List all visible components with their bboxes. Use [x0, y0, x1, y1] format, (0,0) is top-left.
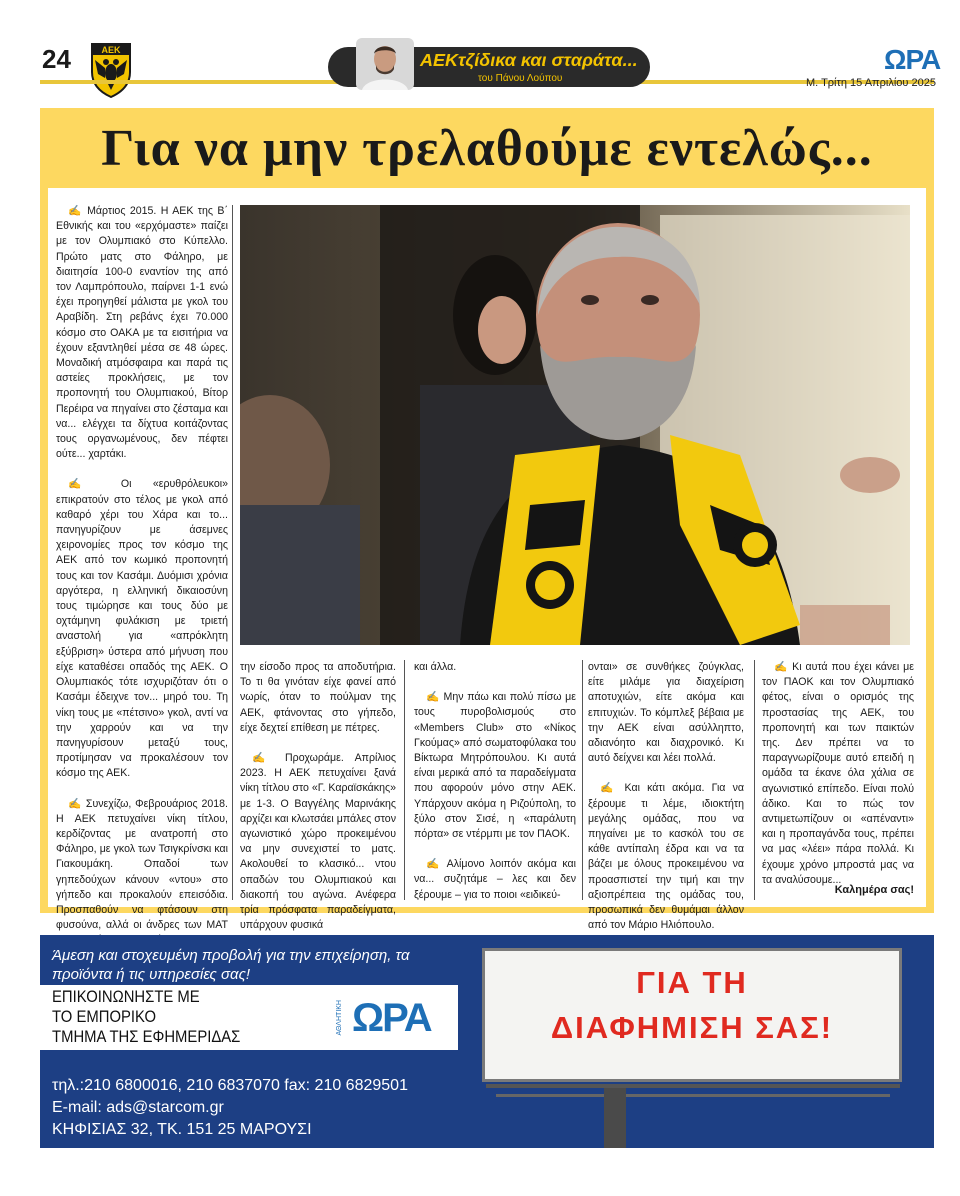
publication-date: Μ. Τρίτη 15 Απριλίου 2025	[806, 77, 936, 89]
pen-icon: ✍	[68, 797, 86, 810]
crest-letters: ΑΕΚ	[101, 45, 121, 55]
ad-phone: τηλ.:210 6800016, 210 6837070 fax: 210 6829501	[52, 1077, 408, 1094]
pen-icon: ✍	[600, 782, 625, 795]
ad-email: E-mail: ads@starcom.gr	[52, 1099, 224, 1116]
article-column-4	[588, 660, 744, 948]
paragraph: Οι «ερυθρόλευκοι» επικρατούν στο τέλος με γκολ από καθαρό χέρι του Χάρα και το... πανηγυρίζουν με άσεμνες χειρονομίες προς τον κόσμο της ΑΕΚ από τον κωμικό προπονητή τους και τον Κασάμι. Δυόμισι χρόνια αργότερα, η ελληνική δικαιοσύνη τους τιμώρησε και τους δύο με οχτάμηνη φυλάκιση με τριετή αναστολή για «απρόκλητη εξύβριση» ύστερα από μήνυση που είχε καταθέσει οπαδός της ΑΕΚ. Ο Ολυμπιακός τότε ισχυριζόταν ότι ο Κασάμι έδειχνε τον... μηρό του. Τη νίκη τους με «πέτσινο» γκολ, αντί να την χαρρούν και να την πανηγυρίσουν μεταξύ τους, προτίμησαν να προκαλέσουν τον κόσμο της ΑΕΚ.	[56, 478, 228, 780]
newspaper-logo: ΩΡΑ	[884, 44, 941, 75]
billboard-post	[604, 1088, 626, 1148]
billboard-rail	[486, 1084, 900, 1088]
paragraph: Κι αυτά που έχει κάνει με τον ΠΑΟΚ και τον Ολυμπιακό φέτος, είναι ο ορισμός της προστασίας της ΑΕΚ, του προπονητή και των παικτών της. Δεν πρέπει να το παραγνωρίζουμε αυτό επειδή η ομάδα τα έκανε όλα χάλια σε αγωνιστικό επίπεδο. Είναι πολύ άδικο. Και το πώς τον αντιμετωπίζουν οι «απέναντι» και η προπαγάνδα τους, πρέπει να μας «λέει» πάρα πολλά. Κι έχουμε χρόνο μπροστά μας να τα αναλύσουμε...	[762, 661, 914, 886]
article-column-2	[240, 660, 396, 948]
paragraph: Και κάτι ακόμα. Για να ξέρουμε τι λέμε, ιδιοκτήτη μεγάλης ομάδας, που να πηγαίνει με το κασκόλ του σε κάθε αντίπαλη έδρα και να τα βάζει με όλους προκειμένου να προασπιστεί την τιμή και την αξιοπρέπεια της ομάδας του, προσωπικά δεν θυμάμαι άλλον από τον Μάριο Ηλιόπουλο.	[588, 782, 745, 932]
aek-crest-icon	[88, 40, 134, 98]
article-column-1	[56, 204, 228, 964]
ad-tagline: Άμεση και στοχευμένη προβολή για την επιχείρηση, τα προϊόντα ή τις υπηρεσίες σας!	[52, 947, 410, 983]
column-divider	[754, 660, 755, 900]
billboard-rail	[496, 1094, 890, 1097]
article-column-5	[762, 660, 914, 903]
sign-off: Καλημέρα σας!	[834, 884, 914, 896]
paragraph: και άλλα.	[414, 661, 457, 673]
paragraph: Συνεχίζω, Φεβρουάριος 2018. Η ΑΕΚ πετυχαίνει νίκη τίτλου, κερδίζοντας με ανατροπή στο Φάληρο, με γκολ των Τσιγκρίνσκι και Γιακουμάκη. Οπαδοί των γηπεδούχων κάνουν «ντου» στο γήπεδο και προκαλούν επεισόδια. Προσπαθούν να φτάσουν στη φυσούνα, αλλά οι άνδρες των ΜΑΤ	[56, 797, 228, 932]
pen-icon: ✍	[426, 691, 444, 704]
billboard-text	[482, 960, 902, 1050]
paragraph: την είσοδο προς τα αποδυτήρια. Το τι θα γινόταν είχε φανεί από νωρίς, όταν το πούλμαν της ΑΕΚ, φτάνοντας στο γήπεδο, είχε δεχτεί επίθεση με πέτρες.	[240, 661, 396, 734]
paragraph: Προχωράμε. Απρίλιος 2023. Η ΑΕΚ πετυχαίνει ξανά νίκη τίτλου στο «Γ. Καραϊσκάκης» με 1-3. Ο Βαγγέλης Μαρινάκης αρχίζει και κλωτσάει μπάλες στον αγωνιστικό χώρο προκειμένου να μην συνεχιστεί το ματς. Ακολουθεί το κλασικό... ντου οπαδών του Ολυμπιακού και διακοπή του αγώνα. Ανέφερα τρία πρόσφατα παραδείγματα, υπάρχουν φυσικά	[240, 752, 396, 932]
paragraph: ονται» σε συνθήκες ζούγκλας, είτε μιλάμε για διαχείριση αποτυχιών, είτε ακόμα και επιτυχιών. Το κόμπλεξ βέβαια με την ΑΕΚ είναι ασύλληπτο, αδιανόητο και διαχρονικό. Κι αυτό δείχνει και λέει πολλά.	[588, 661, 744, 765]
ad-contact-info	[52, 1075, 408, 1141]
pen-icon: ✍	[68, 205, 88, 217]
paragraph: Μην πάω και πολύ πίσω με τους πυροβολισμούς στο «Members Club» στο «Νίκος Γκούμας» από σωματοφύλακα του Βίκτωρα Μητρόπουλου. Κι αυτά είναι μερικά από τα παραδείγματα που αφορούν μόνο στην ΑΕΚ. Υπάρχουν ακόμα η Ριζούπολη, το ξύλο στον Σισέ, η «παράλυτη πόρτα» σε ντέρμπι με τον ΠΑΟΚ.	[414, 691, 576, 841]
ad-address: ΚΗΦΙΣΙΑΣ 32, ΤΚ. 151 25 ΜΑΡΟΥΣΙ	[52, 1121, 312, 1138]
article-column-3	[414, 660, 576, 918]
pen-icon: ✍	[68, 478, 121, 491]
ad-logo: ΩΡΑ	[352, 996, 431, 1040]
column-divider	[582, 660, 583, 900]
columnist-photo	[356, 38, 414, 90]
column-author: του Πάνου Λούπου	[478, 73, 563, 84]
column-title: ΑΕΚτζίδικα και σταράτα...	[420, 50, 638, 70]
billboard-line: ΔΙΑΦΗΜΙΣΗ ΣΑΣ!	[550, 1010, 834, 1045]
column-divider	[404, 660, 405, 900]
article-photo	[240, 205, 910, 645]
ad-contact-text	[52, 987, 240, 1047]
paragraph: Μάρτιος 2015. Η ΑΕΚ της Β΄ Εθνικής και του «ερχόμαστε» παίζει με τον Ολυμπιακό στο Κύπελλο. Πρώτο ματς στο Φάληρο, με διαιτησία 100-0 εναντίον της από τον Λαμπρόπουλο, παίρνει 1-1 ενώ έχει προηγηθεί μάλιστα με γκολ του Αραβίδη. Στη ρεβάνς έχει 70.000 κόσμο στο ΟΑΚΑ με τα εισιτήρια να έχουν εξαντληθεί μέσα σε 48 ώρες. Μοναδική ατμόσφαιρα και παρά τις αστείες προκλήσεις, με τον προπονητή του Ολυμπιακού, Βίτορ Περέιρα να πηγαίνει στο ζέσταμα και να... ελέγχει τα δίχτυα κοιτάζοντας τους οργανωμένους, δεν πέφτει ούτε... χαρτάκι.	[56, 205, 228, 461]
ad-logo-caption: ΑΘΛΗΤΙΚΗ	[336, 1000, 343, 1036]
paragraph: Αλίμονο λοιπόν ακόμα και να... συζητάμε – λες και δεν ξέρουμε – για το ποιοι «ειδικεύ-	[414, 858, 576, 901]
page-number: 24	[42, 44, 71, 74]
pen-icon: ✍	[774, 661, 793, 673]
ad-contact-line: ΕΠΙΚΟΙΝΩΝΗΣΤΕ ΜΕ	[52, 988, 200, 1006]
ad-contact-line: ΤΟ ΕΜΠΟΡΙΚΟ	[52, 1008, 157, 1026]
ad-contact-line: ΤΜΗΜΑ ΤΗΣ ΕΦΗΜΕΡΙΔΑΣ	[52, 1028, 241, 1046]
column-divider	[232, 205, 233, 900]
pen-icon: ✍	[252, 752, 286, 765]
pen-icon: ✍	[426, 858, 447, 871]
billboard-line: ΓΙΑ ΤΗ	[636, 965, 748, 1000]
article-headline: Για να μην τρελαθούμε εντελώς...	[101, 119, 873, 177]
